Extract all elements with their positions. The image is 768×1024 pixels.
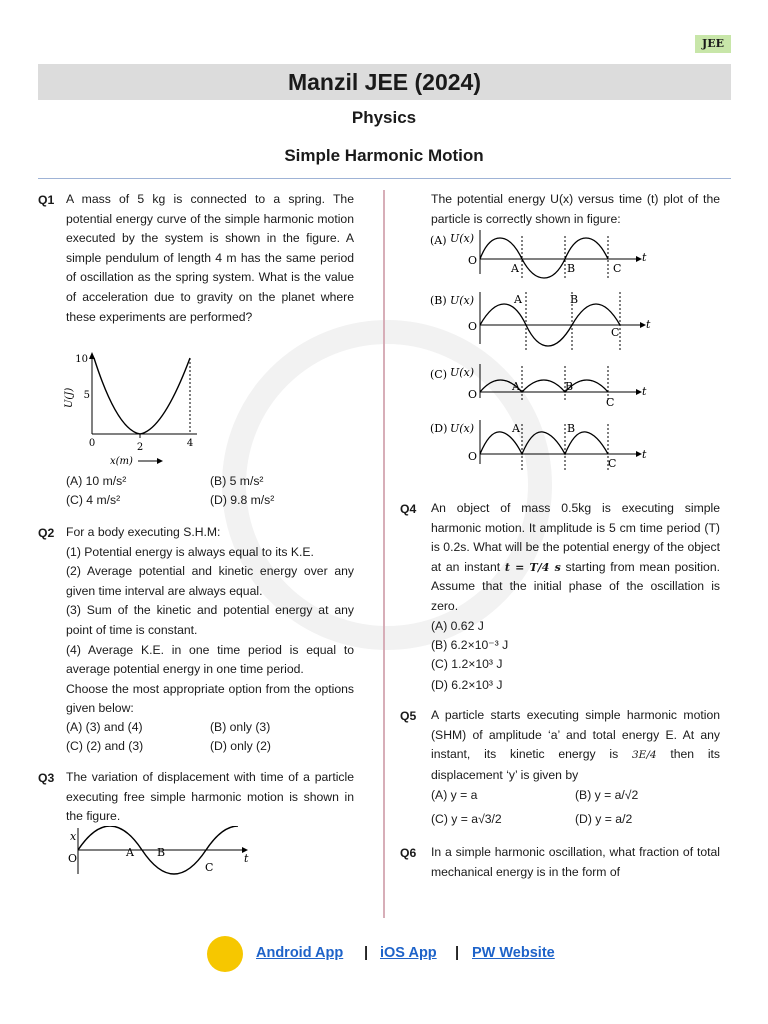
- q3-plot-c-label: (C): [430, 368, 447, 381]
- q3-point-a: A: [126, 846, 134, 859]
- q3-plot-d-origin: O: [468, 450, 478, 463]
- q3-graph: [62, 826, 262, 878]
- q2-number: Q2: [38, 526, 55, 540]
- q3-plot-a-point-c: C: [613, 262, 622, 275]
- q4-option-a[interactable]: (A) 0.62 J: [431, 619, 484, 633]
- topic-heading: Simple Harmonic Motion: [284, 146, 484, 165]
- q4-formula: t = T/4 s: [504, 560, 561, 574]
- q3-option-plots: [428, 228, 660, 478]
- q5-option-a[interactable]: (A) y = a: [431, 788, 478, 802]
- q3-plot-c-point-a: A: [512, 380, 520, 393]
- q5-option-c[interactable]: (C) y = a√3/2: [431, 812, 502, 826]
- q5-text: [431, 706, 720, 785]
- q3-plot-d-tlabel: t: [642, 448, 647, 461]
- q2-statement-2: (2) Average potential and kinetic energy over any given time interval are always equal.: [66, 564, 354, 598]
- q4-text: [431, 499, 720, 617]
- q3-plot-b-label: (B): [430, 294, 447, 307]
- q2-statement-1: (1) Potential energy is always equal to its K.E.: [66, 544, 314, 559]
- column-divider: [383, 190, 385, 918]
- q4-option-d[interactable]: (D) 6.2×10³ J: [431, 678, 503, 692]
- q3-point-b: B: [157, 846, 166, 859]
- q2-text: [66, 523, 354, 719]
- q5-option-d[interactable]: (D) y = a/2: [575, 812, 633, 826]
- q4-question: An object of mass 0.5kg is executing simple harmonic motion. It amplitude is 5 cm time period (T) is 0.2s. What will be the potential energy of the object at an instant: [431, 501, 720, 574]
- q4-option-b[interactable]: (B) 6.2×10⁻³ J: [431, 638, 509, 652]
- q3-plot-a[interactable]: [430, 230, 647, 278]
- q2-option-a[interactable]: (A) (3) and (4): [66, 720, 143, 734]
- q3-plot-b-tlabel: t: [646, 318, 651, 331]
- q3-plot-b-point-b: B: [570, 293, 579, 306]
- q1-xtick-0: 0: [88, 438, 96, 449]
- q1-option-d[interactable]: (D) 9.8 m/s²: [210, 493, 275, 507]
- q5-text-part-2: E. At any instant, its kinetic energy is: [431, 727, 721, 762]
- q3-plot-b-point-c: C: [611, 326, 620, 339]
- q3-plot-b-origin: O: [468, 320, 478, 333]
- q5-text-part-1: A particle starts executing simple harmonic motion (SHM) of amplitude ‘a’ and total energy: [431, 708, 720, 742]
- q2-instruction: Choose the most appropriate option from the options given below:: [66, 681, 354, 716]
- q1-graph: [62, 350, 212, 468]
- q3-plot-a-origin: O: [468, 254, 478, 267]
- q2-statement-3: (3) Sum of the kinetic and potential energy at any point of time is constant.: [66, 603, 354, 637]
- q3-plot-c[interactable]: [430, 364, 647, 409]
- q3-text: The variation of displacement with time of a particle executing free simple harmonic motion is shown in the figure.: [66, 770, 354, 824]
- q6-number: Q6: [400, 846, 417, 860]
- q4-question-end: starting from mean position. Assume that the initial phase of the oscillation is zero.: [431, 559, 721, 613]
- q1-xtick-4: 4: [186, 438, 194, 449]
- footer-links: [0, 943, 768, 967]
- q3-number: Q3: [38, 771, 55, 785]
- subject-heading: Physics: [351, 108, 417, 127]
- q3-plot-a-point-a: A: [511, 262, 519, 275]
- footer-separator: |: [364, 945, 369, 961]
- q3-origin-label: O: [68, 852, 78, 865]
- q1-option-a[interactable]: (A) 10 m/s²: [66, 474, 127, 488]
- q5-kinetic-energy: 3E/4: [631, 749, 657, 762]
- q6-text: In a simple harmonic oscillation, what fraction of total mechanical energy is in the form of: [431, 845, 720, 879]
- q3-x-label: x: [70, 830, 77, 843]
- page-title: Manzil JEE (2024): [38, 64, 731, 100]
- q3-plot-d-ylabel: U(x): [450, 422, 475, 435]
- ios-app-link[interactable]: iOS App: [380, 945, 437, 961]
- q1-number: Q1: [38, 193, 55, 207]
- q3-plot-c-ylabel: U(x): [450, 366, 475, 379]
- header-rule: [38, 178, 731, 179]
- q3-plot-c-point-b: B: [565, 380, 574, 393]
- q3-plot-d[interactable]: [430, 420, 647, 470]
- q3-plot-b-point-a: A: [514, 293, 522, 306]
- q2-option-d[interactable]: (D) only (2): [210, 739, 271, 753]
- q1-option-b[interactable]: (B) 5 m/s²: [210, 474, 264, 488]
- exam-tag: JEE: [695, 35, 731, 53]
- q2-option-c[interactable]: (C) (2) and (3): [66, 739, 144, 753]
- q4-number: Q4: [400, 502, 417, 516]
- q2-statement-4: (4) Average K.E. in one time period is equal to average potential energy in one time period.: [66, 642, 354, 677]
- q1-option-c[interactable]: (C) 4 m/s²: [66, 493, 121, 507]
- q4-option-c[interactable]: (C) 1.2×10³ J: [431, 657, 503, 671]
- q3-plot-b[interactable]: [430, 292, 651, 350]
- q2-option-b[interactable]: (B) only (3): [210, 720, 271, 734]
- q1-xtick-2: 2: [136, 442, 144, 453]
- q3-plot-a-point-b: B: [567, 262, 576, 275]
- q3-plot-d-label: (D): [430, 422, 448, 435]
- q5-number: Q5: [400, 709, 417, 723]
- q3-plot-a-tlabel: t: [642, 251, 647, 264]
- q3-point-c: C: [205, 861, 214, 874]
- pw-website-link[interactable]: PW Website: [472, 945, 555, 961]
- q1-text: A mass of 5 kg is connected to a spring. The potential energy curve of the simple harmonic motion executed by the system is shown in the figure. A simple pendulum of length 4 m has the same period of oscillation as the spring system. What is the value of acceleration due to gravity on the planet where these experiments are performed?: [66, 192, 354, 324]
- footer-separator: |: [455, 945, 460, 961]
- q1-xlabel: x(m): [110, 456, 133, 467]
- q1-ytick-5: 5: [83, 390, 90, 401]
- q3-t-label: t: [244, 852, 249, 865]
- q5-text-part-4: displacement ‘y’ is given by: [431, 767, 579, 782]
- q3-continuation: The potential energy U(x) versus time (t) plot of the particle is correctly shown in figure:: [431, 192, 720, 226]
- android-app-link[interactable]: Android App: [256, 945, 344, 961]
- q3-plot-d-point-a: A: [512, 422, 520, 435]
- q3-plot-d-point-b: B: [567, 422, 576, 435]
- q1-ylabel: U(J): [64, 387, 75, 408]
- q3-plot-c-point-c: C: [606, 396, 615, 409]
- q1-ytick-10: 10: [75, 354, 88, 365]
- q3-plot-a-label: (A): [430, 234, 447, 247]
- q5-text-part-3: then its: [670, 747, 721, 762]
- q3-plot-c-tlabel: t: [642, 385, 647, 398]
- q5-option-b[interactable]: (B) y = a/√2: [575, 788, 639, 802]
- q3-plot-d-point-c: C: [608, 457, 617, 470]
- q2-intro: For a body executing S.H.M:: [66, 525, 221, 539]
- q3-plot-b-ylabel: U(x): [450, 294, 475, 307]
- q3-plot-a-ylabel: U(x): [450, 232, 475, 245]
- q3-plot-c-origin: O: [468, 388, 478, 401]
